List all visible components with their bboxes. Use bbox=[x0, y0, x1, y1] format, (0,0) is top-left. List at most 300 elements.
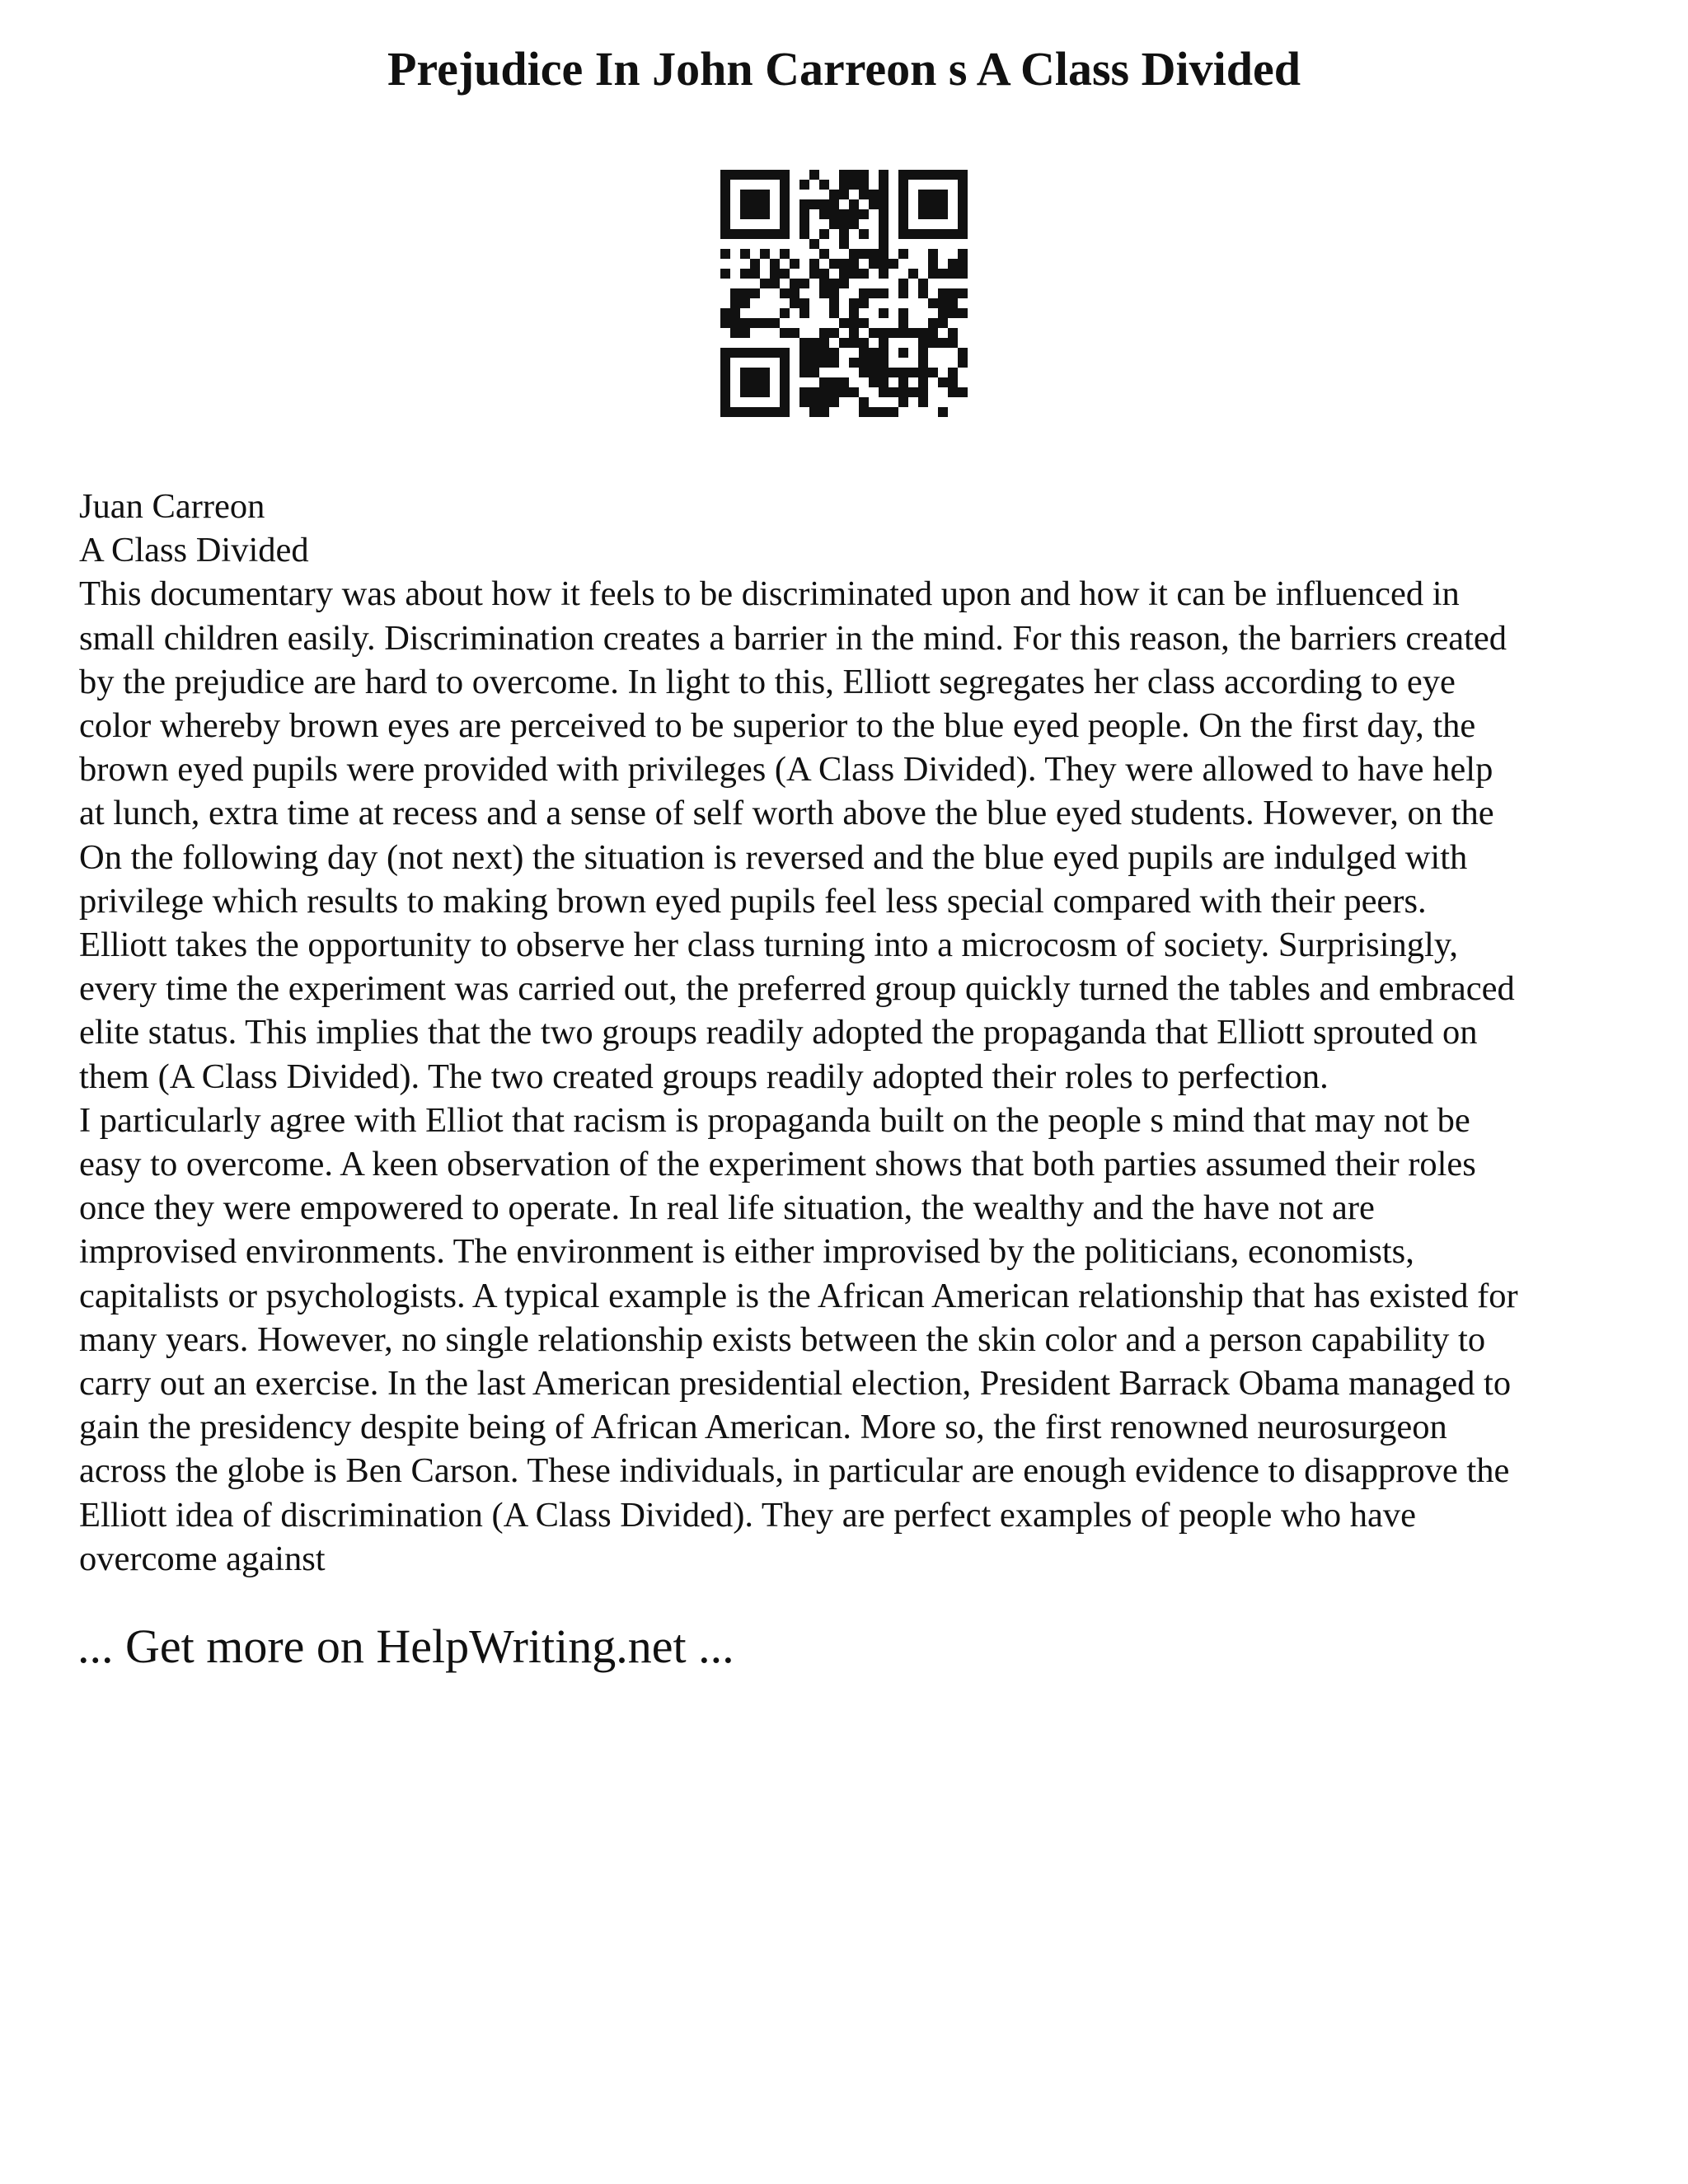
qr-module bbox=[898, 368, 908, 377]
qr-module bbox=[780, 407, 790, 417]
qr-module bbox=[770, 318, 780, 328]
qr-module bbox=[879, 269, 889, 279]
qr-module bbox=[879, 348, 889, 358]
qr-module bbox=[859, 348, 869, 358]
qr-module bbox=[958, 358, 968, 368]
qr-module bbox=[730, 170, 740, 180]
qr-module bbox=[790, 279, 799, 288]
qr-module bbox=[849, 308, 859, 318]
qr-module bbox=[859, 209, 869, 219]
qr-module bbox=[958, 387, 968, 397]
qr-module bbox=[819, 180, 829, 190]
qr-module bbox=[839, 377, 849, 387]
qr-module bbox=[720, 219, 730, 229]
qr-module bbox=[730, 407, 740, 417]
qr-module bbox=[720, 170, 730, 180]
qr-module bbox=[928, 259, 938, 269]
qr-module bbox=[898, 190, 908, 199]
qr-module bbox=[859, 170, 869, 180]
body-line: overcome against bbox=[79, 1539, 326, 1578]
qr-module bbox=[730, 348, 740, 358]
qr-module bbox=[760, 199, 770, 209]
qr-module bbox=[720, 229, 730, 239]
qr-module bbox=[799, 308, 809, 318]
qr-module bbox=[849, 170, 859, 180]
qr-module bbox=[720, 397, 730, 407]
qr-module bbox=[740, 229, 750, 239]
qr-module bbox=[829, 328, 839, 338]
qr-module bbox=[750, 377, 760, 387]
qr-module bbox=[780, 199, 790, 209]
qr-module bbox=[849, 219, 859, 229]
qr-module bbox=[780, 219, 790, 229]
qr-module bbox=[928, 328, 938, 338]
qr-module bbox=[849, 180, 859, 190]
qr-module bbox=[819, 407, 829, 417]
qr-module bbox=[948, 229, 958, 239]
qr-module bbox=[750, 318, 760, 328]
qr-module bbox=[780, 209, 790, 219]
qr-module bbox=[958, 259, 968, 269]
qr-module bbox=[898, 219, 908, 229]
qr-module bbox=[839, 219, 849, 229]
qr-module bbox=[879, 259, 889, 269]
qr-module bbox=[829, 279, 839, 288]
qr-module bbox=[750, 209, 760, 219]
qr-module bbox=[869, 358, 879, 368]
qr-module bbox=[938, 190, 948, 199]
qr-module bbox=[918, 377, 928, 387]
qr-module bbox=[928, 170, 938, 180]
body-line: brown eyed pupils were provided with privileges (A Class Divided). They were allowed to have help bbox=[79, 750, 1493, 790]
qr-module bbox=[780, 190, 790, 199]
qr-module bbox=[740, 190, 750, 199]
qr-module bbox=[730, 298, 740, 308]
qr-module bbox=[819, 358, 829, 368]
qr-module bbox=[958, 190, 968, 199]
qr-module bbox=[879, 199, 889, 209]
qr-module bbox=[879, 249, 889, 259]
qr-module bbox=[918, 358, 928, 368]
qr-module bbox=[720, 269, 730, 279]
qr-module bbox=[879, 180, 889, 190]
qr-module bbox=[809, 259, 819, 269]
qr-module bbox=[958, 209, 968, 219]
qr-module bbox=[948, 269, 958, 279]
qr-module bbox=[958, 249, 968, 259]
qr-module bbox=[819, 279, 829, 288]
qr-module bbox=[898, 318, 908, 328]
qr-module bbox=[879, 377, 889, 387]
qr-module bbox=[938, 298, 948, 308]
qr-module bbox=[879, 170, 889, 180]
qr-module bbox=[908, 328, 918, 338]
qr-module bbox=[829, 219, 839, 229]
qr-module bbox=[839, 170, 849, 180]
qr-module bbox=[809, 368, 819, 377]
qr-module bbox=[799, 348, 809, 358]
qr-module bbox=[740, 328, 750, 338]
qr-module bbox=[760, 249, 770, 259]
qr-module bbox=[740, 249, 750, 259]
qr-module bbox=[879, 338, 889, 348]
qr-module bbox=[780, 328, 790, 338]
qr-module bbox=[859, 269, 869, 279]
qr-module bbox=[879, 288, 889, 298]
qr-module bbox=[720, 180, 730, 190]
qr-module bbox=[819, 397, 829, 407]
qr-module bbox=[908, 229, 918, 239]
qr-module bbox=[720, 348, 730, 358]
qr-module bbox=[869, 348, 879, 358]
qr-module bbox=[720, 377, 730, 387]
qr-module bbox=[839, 229, 849, 239]
qr-module bbox=[958, 229, 968, 239]
qr-module bbox=[770, 348, 780, 358]
qr-module bbox=[780, 229, 790, 239]
qr-module bbox=[819, 269, 829, 279]
qr-module bbox=[740, 170, 750, 180]
body-line: small children easily. Discrimination creates a barrier in the mind. For this reason, the barriers created bbox=[79, 618, 1507, 658]
qr-module bbox=[720, 318, 730, 328]
qr-module bbox=[809, 358, 819, 368]
body-line: improvised environments. The environment is either improvised by the politicians, economists, bbox=[79, 1232, 1414, 1272]
qr-module bbox=[760, 170, 770, 180]
qr-module bbox=[819, 199, 829, 209]
qr-module bbox=[809, 338, 819, 348]
qr-module bbox=[740, 318, 750, 328]
qr-module bbox=[849, 338, 859, 348]
qr-module bbox=[869, 199, 879, 209]
qr-module bbox=[948, 170, 958, 180]
qr-module bbox=[918, 279, 928, 288]
qr-module bbox=[760, 190, 770, 199]
qr-module bbox=[829, 259, 839, 269]
qr-module bbox=[869, 288, 879, 298]
qr-module bbox=[799, 229, 809, 239]
body-line: by the prejudice are hard to overcome. In light to this, Elliott segregates her class according to eye bbox=[79, 662, 1456, 701]
qr-module bbox=[750, 199, 760, 209]
qr-module bbox=[760, 229, 770, 239]
qr-module bbox=[908, 269, 918, 279]
qr-module bbox=[809, 269, 819, 279]
qr-module bbox=[898, 249, 908, 259]
qr-module bbox=[908, 170, 918, 180]
qr-module bbox=[879, 368, 889, 377]
qr-module bbox=[859, 180, 869, 190]
qr-module bbox=[849, 269, 859, 279]
qr-module bbox=[790, 288, 799, 298]
qr-module bbox=[839, 209, 849, 219]
qr-module bbox=[918, 368, 928, 377]
qr-module bbox=[918, 338, 928, 348]
qr-module bbox=[918, 288, 928, 298]
qr-module bbox=[879, 387, 889, 397]
qr-module bbox=[859, 318, 869, 328]
body-line: once they were empowered to operate. In real life situation, the wealthy and the have not are bbox=[79, 1188, 1375, 1228]
body-line: On the following day (not next) the situation is reversed and the blue eyed pupils are indulged with bbox=[79, 837, 1468, 877]
qr-module bbox=[908, 368, 918, 377]
qr-module bbox=[849, 209, 859, 219]
qr-module bbox=[918, 190, 928, 199]
qr-module bbox=[809, 199, 819, 209]
author-name: Juan Carreon bbox=[79, 487, 265, 526]
qr-module bbox=[938, 338, 948, 348]
qr-module bbox=[958, 170, 968, 180]
qr-module bbox=[720, 209, 730, 219]
qr-module bbox=[819, 288, 829, 298]
body-line: elite status. This implies that the two groups readily adopted the propaganda that Elliott sprouted on bbox=[79, 1013, 1478, 1052]
qr-module bbox=[879, 358, 889, 368]
qr-module bbox=[730, 229, 740, 239]
qr-module bbox=[948, 328, 958, 338]
qr-module bbox=[869, 368, 879, 377]
qr-module bbox=[819, 377, 829, 387]
qr-module bbox=[889, 387, 898, 397]
qr-module bbox=[839, 190, 849, 199]
qr-module bbox=[869, 328, 879, 338]
body-line: gain the presidency despite being of African American. More so, the first renowned neurosurgeon bbox=[79, 1408, 1447, 1447]
qr-module bbox=[928, 249, 938, 259]
qr-module bbox=[760, 279, 770, 288]
qr-module bbox=[948, 368, 958, 377]
qr-module bbox=[819, 328, 829, 338]
qr-module bbox=[790, 259, 799, 269]
body-line: carry out an exercise. In the last American presidential election, President Barrack Obama managed to bbox=[79, 1364, 1512, 1404]
qr-module bbox=[958, 219, 968, 229]
qr-module bbox=[869, 407, 879, 417]
qr-module bbox=[799, 180, 809, 190]
qr-module bbox=[730, 308, 740, 318]
qr-module bbox=[958, 348, 968, 358]
qr-module bbox=[918, 348, 928, 358]
qr-module bbox=[839, 338, 849, 348]
qr-module bbox=[750, 269, 760, 279]
qr-module bbox=[928, 199, 938, 209]
qr-module bbox=[918, 209, 928, 219]
qr-module bbox=[948, 259, 958, 269]
qr-module bbox=[730, 318, 740, 328]
qr-module bbox=[750, 407, 760, 417]
qr-module bbox=[829, 377, 839, 387]
qr-module bbox=[938, 377, 948, 387]
qr-module bbox=[780, 308, 790, 318]
qr-module bbox=[829, 397, 839, 407]
qr-module bbox=[918, 387, 928, 397]
qr-module bbox=[879, 209, 889, 219]
document-body bbox=[79, 485, 1629, 1581]
qr-module bbox=[809, 348, 819, 358]
qr-module bbox=[879, 219, 889, 229]
qr-module bbox=[799, 358, 809, 368]
qr-module bbox=[948, 387, 958, 397]
body-line: at lunch, extra time at recess and a sense of self worth above the blue eyed students. However, on the bbox=[79, 794, 1494, 833]
qr-module bbox=[958, 180, 968, 190]
qr-module bbox=[839, 180, 849, 190]
qr-module bbox=[849, 298, 859, 308]
qr-module bbox=[780, 368, 790, 377]
body-line: Elliott idea of discrimination (A Class Divided). They are perfect examples of people who have bbox=[79, 1495, 1416, 1535]
qr-module bbox=[790, 328, 799, 338]
qr-module bbox=[938, 170, 948, 180]
qr-module bbox=[889, 407, 898, 417]
qr-module bbox=[898, 387, 908, 397]
qr-module bbox=[740, 269, 750, 279]
qr-module bbox=[799, 368, 809, 377]
qr-module bbox=[760, 348, 770, 358]
qr-module bbox=[869, 249, 879, 259]
qr-module bbox=[869, 377, 879, 387]
qr-module bbox=[740, 377, 750, 387]
qr-module bbox=[889, 368, 898, 377]
qr-module bbox=[770, 407, 780, 417]
qr-module bbox=[720, 249, 730, 259]
qr-module bbox=[770, 259, 780, 269]
qr-module bbox=[780, 170, 790, 180]
qr-module bbox=[879, 190, 889, 199]
qr-module bbox=[720, 407, 730, 417]
qr-module bbox=[898, 288, 908, 298]
body-line: them (A Class Divided). The two created groups readily adopted their roles to perfection. bbox=[79, 1057, 1329, 1096]
qr-module bbox=[829, 348, 839, 358]
qr-module bbox=[898, 170, 908, 180]
qr-module bbox=[849, 249, 859, 259]
document-subtitle: A Class Divided bbox=[79, 531, 309, 570]
get-more-link[interactable]: ... Get more on HelpWriting.net ... bbox=[77, 1619, 734, 1673]
qr-module bbox=[740, 298, 750, 308]
qr-module bbox=[819, 209, 829, 219]
qr-module bbox=[760, 209, 770, 219]
body-line: privilege which results to making brown eyed pupils feel less special compared with their peers. bbox=[79, 881, 1427, 921]
qr-module bbox=[908, 387, 918, 397]
qr-module bbox=[799, 199, 809, 209]
qr-module bbox=[780, 397, 790, 407]
qr-module bbox=[819, 387, 829, 397]
qr-module bbox=[829, 298, 839, 308]
qr-module bbox=[730, 328, 740, 338]
qr-module bbox=[859, 298, 869, 308]
qr-module bbox=[889, 328, 898, 338]
qr-module bbox=[780, 269, 790, 279]
qr-module bbox=[799, 298, 809, 308]
qr-module bbox=[879, 308, 889, 318]
qr-module bbox=[829, 209, 839, 219]
qr-module bbox=[780, 387, 790, 397]
qr-module bbox=[938, 229, 948, 239]
qr-module bbox=[938, 318, 948, 328]
qr-module bbox=[948, 338, 958, 348]
body-line: every time the experiment was carried out, the preferred group quickly turned the tables and embraced bbox=[79, 969, 1515, 1009]
qr-module bbox=[948, 308, 958, 318]
qr-module bbox=[948, 298, 958, 308]
qr-module bbox=[928, 318, 938, 328]
qr-module bbox=[790, 298, 799, 308]
qr-module bbox=[839, 259, 849, 269]
qr-module bbox=[799, 387, 809, 397]
qr-module bbox=[780, 348, 790, 358]
qr-module bbox=[829, 288, 839, 298]
qr-module bbox=[799, 219, 809, 229]
qr-module bbox=[859, 368, 869, 377]
qr-module bbox=[859, 190, 869, 199]
qr-module bbox=[839, 239, 849, 249]
qr-module bbox=[918, 328, 928, 338]
qr-module bbox=[770, 279, 780, 288]
qr-module bbox=[750, 387, 760, 397]
qr-module bbox=[819, 348, 829, 358]
qr-module bbox=[928, 190, 938, 199]
qr-module bbox=[898, 229, 908, 239]
qr-module bbox=[740, 209, 750, 219]
qr-module bbox=[760, 407, 770, 417]
body-line: many years. However, no single relationship exists between the skin color and a person capability to bbox=[79, 1319, 1486, 1359]
qr-code-icon[interactable] bbox=[720, 170, 968, 417]
qr-module bbox=[799, 338, 809, 348]
qr-module bbox=[720, 308, 730, 318]
qr-module bbox=[918, 229, 928, 239]
qr-module bbox=[829, 387, 839, 397]
qr-module bbox=[750, 288, 760, 298]
qr-module bbox=[928, 368, 938, 377]
qr-module bbox=[770, 269, 780, 279]
qr-module bbox=[819, 249, 829, 259]
qr-module bbox=[839, 279, 849, 288]
qr-module bbox=[760, 387, 770, 397]
qr-module bbox=[859, 397, 869, 407]
qr-module bbox=[849, 318, 859, 328]
qr-module bbox=[740, 348, 750, 358]
qr-module bbox=[839, 269, 849, 279]
qr-module bbox=[740, 387, 750, 397]
qr-module bbox=[859, 407, 869, 417]
qr-module bbox=[809, 239, 819, 249]
qr-module bbox=[740, 199, 750, 209]
qr-module bbox=[819, 338, 829, 348]
qr-module bbox=[859, 229, 869, 239]
body-line: easy to overcome. A keen observation of the experiment shows that both parties assumed their roles bbox=[79, 1145, 1476, 1184]
qr-module bbox=[869, 190, 879, 199]
qr-module bbox=[928, 298, 938, 308]
qr-module bbox=[869, 259, 879, 269]
qr-module bbox=[809, 397, 819, 407]
qr-module bbox=[938, 269, 948, 279]
qr-module bbox=[948, 288, 958, 298]
qr-module bbox=[760, 368, 770, 377]
qr-module bbox=[829, 308, 839, 318]
qr-module bbox=[829, 199, 839, 209]
qr-module bbox=[809, 170, 819, 180]
qr-module bbox=[750, 229, 760, 239]
qr-module bbox=[859, 249, 869, 259]
qr-module bbox=[898, 308, 908, 318]
qr-module bbox=[780, 288, 790, 298]
qr-module bbox=[750, 348, 760, 358]
qr-module bbox=[958, 269, 968, 279]
qr-module bbox=[879, 239, 889, 249]
qr-module bbox=[938, 308, 948, 318]
body-line: Elliott takes the opportunity to observe her class turning into a microcosm of society. Surprisingly, bbox=[79, 926, 1458, 965]
qr-module bbox=[720, 358, 730, 368]
qr-module bbox=[898, 397, 908, 407]
qr-module bbox=[928, 269, 938, 279]
qr-module bbox=[750, 190, 760, 199]
document-title: Prejudice In John Carreon s A Class Divided bbox=[387, 42, 1301, 96]
qr-module bbox=[918, 397, 928, 407]
qr-module bbox=[898, 348, 908, 358]
qr-module bbox=[938, 199, 948, 209]
qr-module bbox=[720, 190, 730, 199]
qr-module bbox=[898, 279, 908, 288]
